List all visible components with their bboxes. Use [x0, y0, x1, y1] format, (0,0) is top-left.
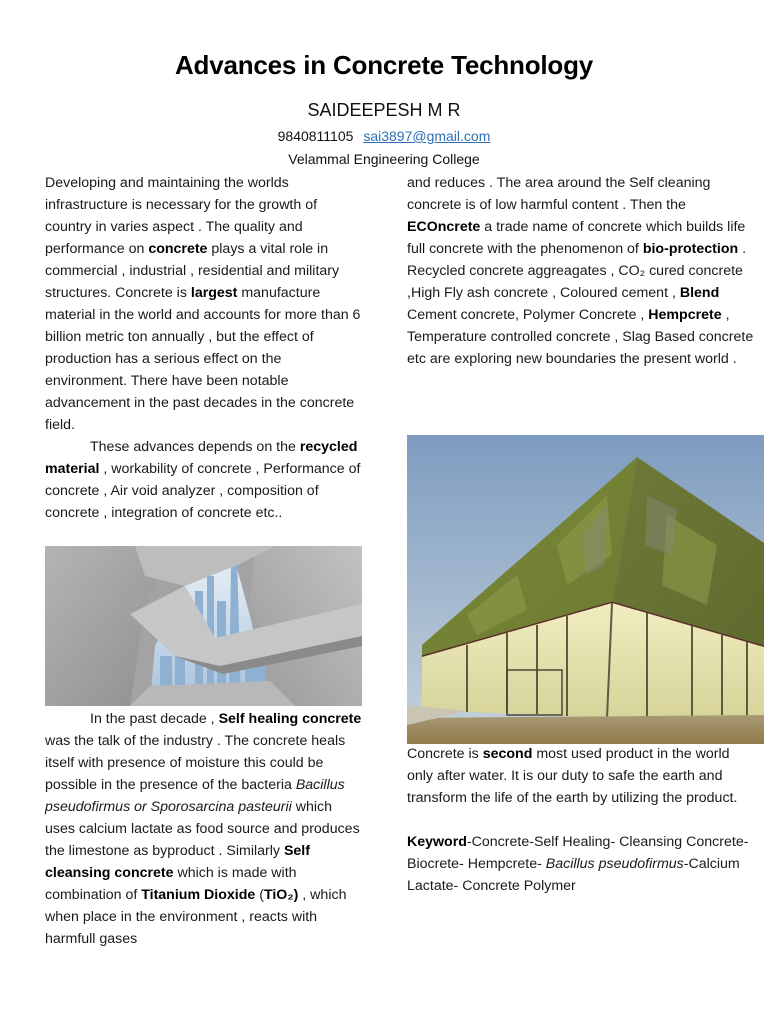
italic-species: Bacillus pseudofirmus or Sporosarcina pasteurii — [45, 777, 345, 815]
bold-term: concrete — [148, 241, 208, 257]
bold-term: Self cleansing concrete — [45, 843, 310, 881]
spacer — [407, 809, 759, 831]
bold-term: Blend — [679, 285, 720, 301]
concrete-interior-image — [45, 546, 362, 706]
paragraph-conclusion: Concrete is second most used product in the world only after water. It is our duty to safe the earth and transform the life of the earth by utilizing the product. — [407, 746, 738, 806]
paragraph-econcrete: and reduces . The area around the Self cleaning concrete is of low harmful content . Then the ECOncrete a trade name of concrete which builds life full concrete with the phenomenon of bio-protection . Recycled concrete aggreagates , CO₂ cured concrete ,High Fly ash concrete , Coloured cement , Blend Cement concrete, Polymer Concrete , Hempcrete , Temperature controlled concrete , Slag Based concrete etc are exploring new boundaries the present world . — [407, 175, 754, 367]
left-column-bottom — [45, 708, 363, 950]
phone-number: 9840811105 — [277, 128, 354, 144]
bold-term: largest — [190, 285, 238, 301]
bold-term: Titanium Dioxide — [141, 887, 256, 903]
bold-term: Self healing concrete — [218, 711, 362, 727]
email-link[interactable]: sai3897@gmail.com — [363, 128, 491, 144]
bold-term: second — [482, 746, 533, 762]
italic-species: Bacillus pseudofirmus — [545, 856, 684, 872]
document-title: Advances in Concrete Technology — [174, 50, 594, 80]
right-column-bottom — [407, 743, 759, 897]
author-name: SAIDEEPESH M R — [307, 100, 461, 120]
bold-term: recycled material — [45, 439, 358, 477]
paragraph-self-healing: In the past decade , Self healing concrete was the talk of the industry . The concrete heals itself with presence of moisture this could be possible in the presence of the bacteria Bacillus pseudofirmus or Sporosarcina pasteurii which uses calcium lactate as food source and produces the limestone as byproduct . Similarly Self cleansing concrete which is made with combination of Titanium Dioxide (TiO₂) , which when place in the environment , reacts with harmfull gases — [45, 711, 362, 947]
paragraph-intro: Developing and maintaining the worlds infrastructure is necessary for the growth of country in varies aspect . The quality and performance on concrete plays a vital role in commercial , industrial , residential and military structures. Concrete is largest manufacture material in the world and accounts for more than 6 billion metric ton annually , but the effect of production has a serious effect on the environment. There have been notable advancement in the past decades in the concrete field. — [45, 175, 361, 433]
keywords-label: Keyword — [407, 834, 467, 850]
bold-term: Hempcrete — [648, 307, 722, 323]
contact-line — [0, 128, 768, 144]
institution: Velammal Engineering College — [288, 151, 480, 167]
paragraph-advances: These advances depends on the recycled material , workability of concrete , Performance of concrete , Air void analyzer , composition of concrete , integration of concrete etc.. — [45, 439, 361, 521]
right-column-top — [407, 172, 759, 370]
left-column-top — [45, 172, 363, 524]
green-building-image — [407, 435, 764, 744]
bold-term: bio-protection — [642, 241, 739, 257]
bold-term: ECOncrete — [407, 219, 481, 235]
keywords: Keyword-Concrete-Self Healing- Cleansing Concrete- Biocrete- Hempcrete- Bacillus pseudofirmus-Calcium Lactate- Concrete Polymer — [407, 834, 749, 894]
bold-term: TiO₂) — [263, 887, 299, 903]
